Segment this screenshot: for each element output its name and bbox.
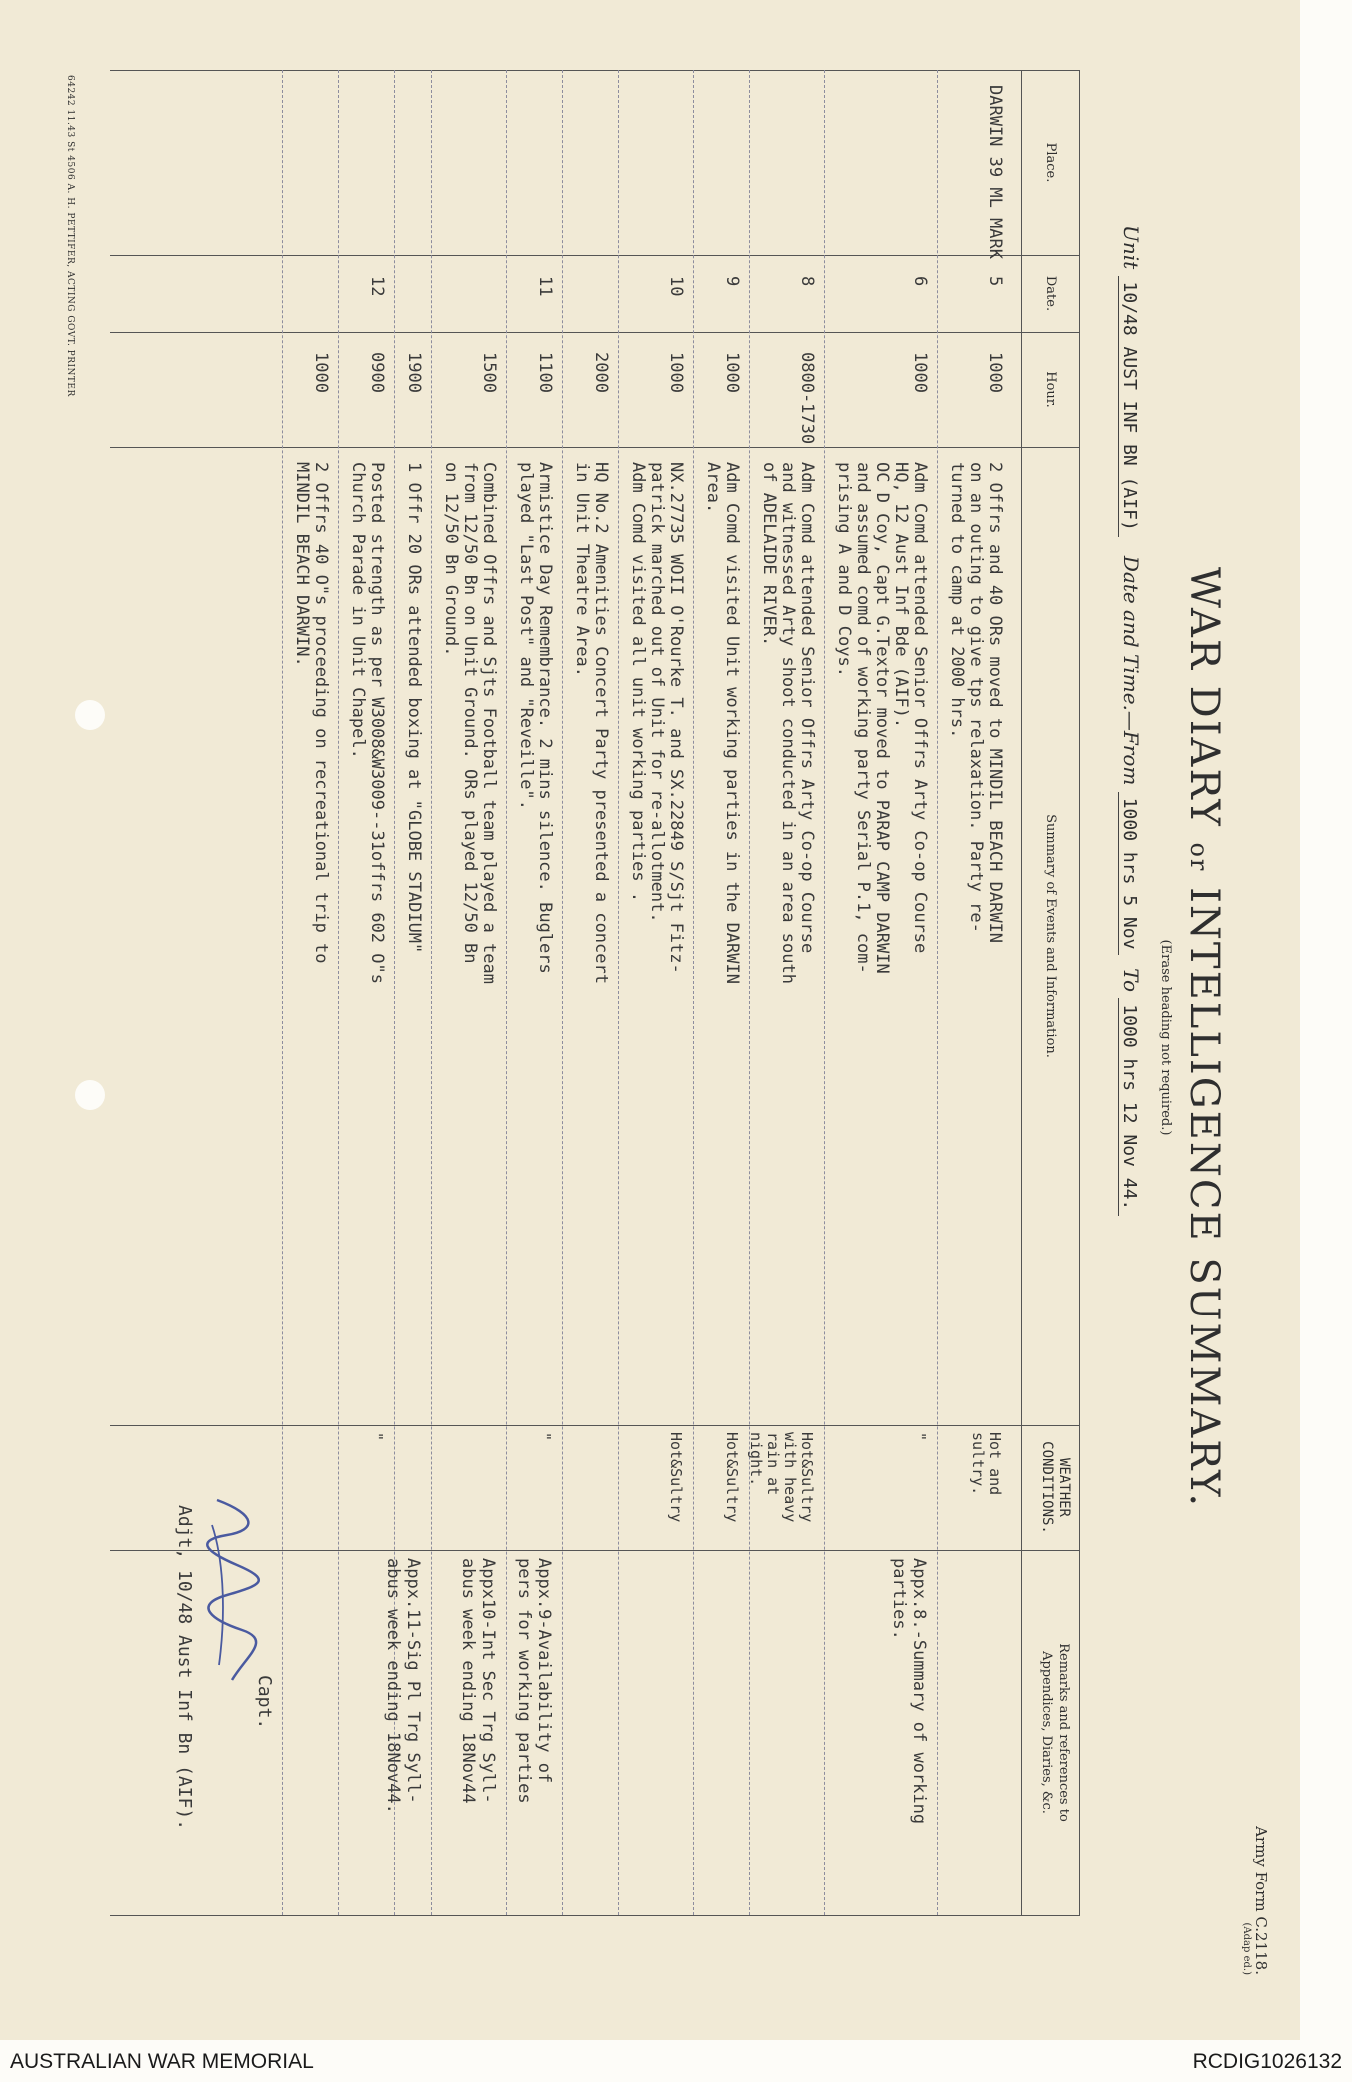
column-rule bbox=[110, 70, 1080, 71]
entry-summary-line: in Unit Theatre Area. bbox=[572, 462, 592, 677]
remark-text: Appx.8.-Summary of working bbox=[909, 1558, 929, 1825]
entry-summary-line: Adm Comd attended Senior Offrs Arty Co-op Course bbox=[910, 462, 930, 954]
entry-summary-line: on 12/50 Bn Ground. bbox=[441, 462, 461, 657]
entry-summary-line: Combined Offrs and Sjts Football team played a team bbox=[479, 462, 499, 984]
entry-hour: 1000 bbox=[666, 352, 686, 393]
remark-text: abus week ending 18Nov44 bbox=[458, 1558, 478, 1804]
entry-summary-line: MINDIL BEACH DARWIN. bbox=[292, 462, 312, 667]
weather-text: " bbox=[368, 1432, 386, 1442]
signature-block bbox=[115, 1505, 275, 1831]
entry-summary-line: Adm Comd visited all unit working parties . bbox=[628, 462, 648, 903]
row-rule bbox=[282, 70, 283, 1915]
entry-date: 9 bbox=[722, 276, 742, 287]
entry-date: 5 bbox=[985, 276, 1005, 287]
footer-right: RCDIG1026132 bbox=[1192, 2050, 1342, 2073]
remark-text: Appx10-Int Sec Trg Syll- bbox=[478, 1558, 498, 1804]
header-hour: Hour. bbox=[1043, 371, 1058, 408]
entry-summary-line: Adm Comd attended Senior Offrs Arty Co-op Course bbox=[797, 462, 817, 954]
entry-hour: 1000 bbox=[985, 352, 1005, 393]
table-top-rule bbox=[1079, 70, 1080, 1915]
entry-summary-line: Church Parade in Unit Chapel. bbox=[348, 462, 368, 759]
entry-summary-line: 1 Offr 20 ORs attended boxing at "GLOBE STADIUM" bbox=[404, 462, 424, 954]
row-rule bbox=[431, 70, 432, 1915]
entry-hour: 1000 bbox=[722, 352, 742, 393]
entry-hour: 1500 bbox=[479, 352, 499, 393]
rotated-form bbox=[35, 45, 1285, 2030]
entry-hour: 0900 bbox=[367, 352, 387, 393]
entry-summary-line: patrick marched out of Unit for re-allotment. bbox=[647, 462, 667, 923]
entry-summary-line: NX.27735 WOII O'Rourke T. and SX.22849 S/Sjt Fitz- bbox=[666, 462, 686, 974]
entry-summary-line: turned to camp at 2000 hrs. bbox=[947, 462, 967, 739]
weather-text: Hot&Sultry bbox=[798, 1432, 816, 1523]
weather-text: Hot&Sultry bbox=[723, 1432, 741, 1523]
remark-text: pers for working parties bbox=[514, 1558, 534, 1804]
entry-hour: 1900 bbox=[404, 352, 424, 393]
weather-text: night. bbox=[747, 1432, 765, 1487]
header-rule bbox=[1021, 70, 1022, 1915]
entry-date: 10 bbox=[666, 276, 686, 297]
entry-summary-line: prising A and D Coys. bbox=[834, 462, 854, 677]
entry-summary-line: of ADELAIDE RIVER. bbox=[759, 462, 779, 647]
column-rule bbox=[110, 255, 1080, 256]
erase-note: (Erase heading not required.) bbox=[1158, 939, 1173, 1136]
row-rule bbox=[506, 70, 507, 1915]
unit-line: Unit 10/48 AUST INF BN (AIF) Date and Time.—From 1000 hrs 5 Nov To 1000 hrs 12 Nov 44. bbox=[1119, 225, 1143, 1216]
from-value: 1000 hrs 5 Nov bbox=[1118, 792, 1140, 956]
entry-summary-line: Adm Comd visited Unit working parties in the DARWIN bbox=[722, 462, 742, 984]
weather-text: Hot&Sultry bbox=[667, 1432, 685, 1523]
form-title: WAR DIARY or INTELLIGENCE SUMMARY. bbox=[1181, 566, 1227, 1509]
weather-text: " bbox=[911, 1432, 929, 1442]
row-rule bbox=[824, 70, 825, 1915]
entry-summary-line: 2 Offrs 40 O"s proceeding on recreational trip to bbox=[311, 462, 331, 964]
entry-date: 11 bbox=[535, 276, 555, 297]
entry-hour: 2000 bbox=[591, 352, 611, 393]
remark-text: Appx.9-Availability of bbox=[534, 1558, 554, 1784]
entry-summary-line: from 12/50 Bn on Unit Ground. ORs played 12/50 Bn bbox=[460, 462, 480, 964]
to-value: 1000 hrs 12 Nov 44. bbox=[1118, 998, 1140, 1216]
row-rule bbox=[749, 70, 750, 1915]
row-rule bbox=[937, 70, 938, 1915]
remark-text: parties. bbox=[889, 1558, 909, 1640]
header-weather: WEATHER CONDITIONS. bbox=[1039, 1441, 1072, 1534]
handwritten-signature bbox=[197, 1495, 267, 1685]
entry-summary-line: Area. bbox=[703, 462, 723, 514]
form-number: Army Form C.2118. (Adap ed.) bbox=[1241, 1826, 1270, 1975]
entry-summary-line: HQ No.2 Amenities Concert Party presented a concert bbox=[591, 462, 611, 984]
entry-summary-line: HQ, 12 Aust Inf Bde (AIF). bbox=[891, 462, 911, 729]
remark-text: Appx.11-Sig Pl Trg Syll- bbox=[403, 1558, 423, 1804]
header-remarks: Remarks and references to Appendices, Diaries, &c. bbox=[1039, 1643, 1071, 1822]
entry-summary-line: Armistice Day Remembrance. 2 mins silence. Buglers bbox=[535, 462, 555, 974]
entry-date: 8 bbox=[797, 276, 817, 287]
entry-summary-line: and assumed comd of working party Serial P.1, com- bbox=[853, 462, 873, 974]
entry-summary-line: played "Last Post" and "Reveille". bbox=[516, 462, 536, 810]
column-rule bbox=[110, 1915, 1080, 1916]
row-rule bbox=[618, 70, 619, 1915]
weather-text: " bbox=[536, 1432, 554, 1442]
signature-title: Adjt, 10/48 Aust Inf Bn (AIF). bbox=[174, 1505, 195, 1831]
entry-date: 12 bbox=[367, 276, 387, 297]
footer-left: AUSTRALIAN WAR MEMORIAL bbox=[10, 2050, 314, 2073]
unit-value: 10/48 AUST INF BN (AIF) bbox=[1118, 276, 1140, 537]
printer-imprint: 64242 11.43 St 4506 A. H. PETTIFER, ACTING GOVT. PRINTER bbox=[65, 75, 75, 397]
entry-summary-line: and witnessed Arty shoot conducted in an area south bbox=[778, 462, 798, 984]
entry-summary-line: OC D Coy, Capt G.Textor moved to PARAP CAMP DARWIN bbox=[872, 462, 892, 974]
row-rule bbox=[562, 70, 563, 1915]
weather-text: rain at bbox=[764, 1432, 782, 1496]
entry-hour: 1000 bbox=[311, 352, 331, 393]
row-rule bbox=[338, 70, 339, 1915]
column-rule bbox=[110, 447, 1080, 448]
weather-text: sultry. bbox=[969, 1432, 987, 1496]
entry-hour: 1100 bbox=[535, 352, 555, 393]
header-summary: Summary of Events and Information. bbox=[1043, 814, 1058, 1058]
entry-hour: 1000 bbox=[910, 352, 930, 393]
column-rule bbox=[110, 332, 1080, 333]
entry-summary-line: on an outing to give tps relaxation. Party re- bbox=[966, 462, 986, 933]
entry-summary-line: Posted strength as per W3008&W3009--31offrs 602 O"s bbox=[367, 462, 387, 984]
row-rule bbox=[693, 70, 694, 1915]
column-rule bbox=[110, 1425, 1080, 1426]
entry-hour: 0800-1730 bbox=[797, 352, 817, 445]
weather-text: Hot and bbox=[986, 1432, 1004, 1496]
header-place: Place. bbox=[1043, 142, 1058, 183]
entry-date: 6 bbox=[910, 276, 930, 287]
entry-summary-line: 2 Offrs and 40 ORs moved to MINDIL BEACH DARWIN bbox=[985, 462, 1005, 944]
signature-rank: Capt. bbox=[254, 1675, 275, 1730]
remark-text: abus week ending 18Nov44. bbox=[383, 1558, 403, 1814]
weather-text: with heavy bbox=[781, 1432, 799, 1523]
header-date: Date. bbox=[1043, 275, 1058, 312]
place-cell: DARWIN 39 ML MARK bbox=[985, 85, 1005, 259]
